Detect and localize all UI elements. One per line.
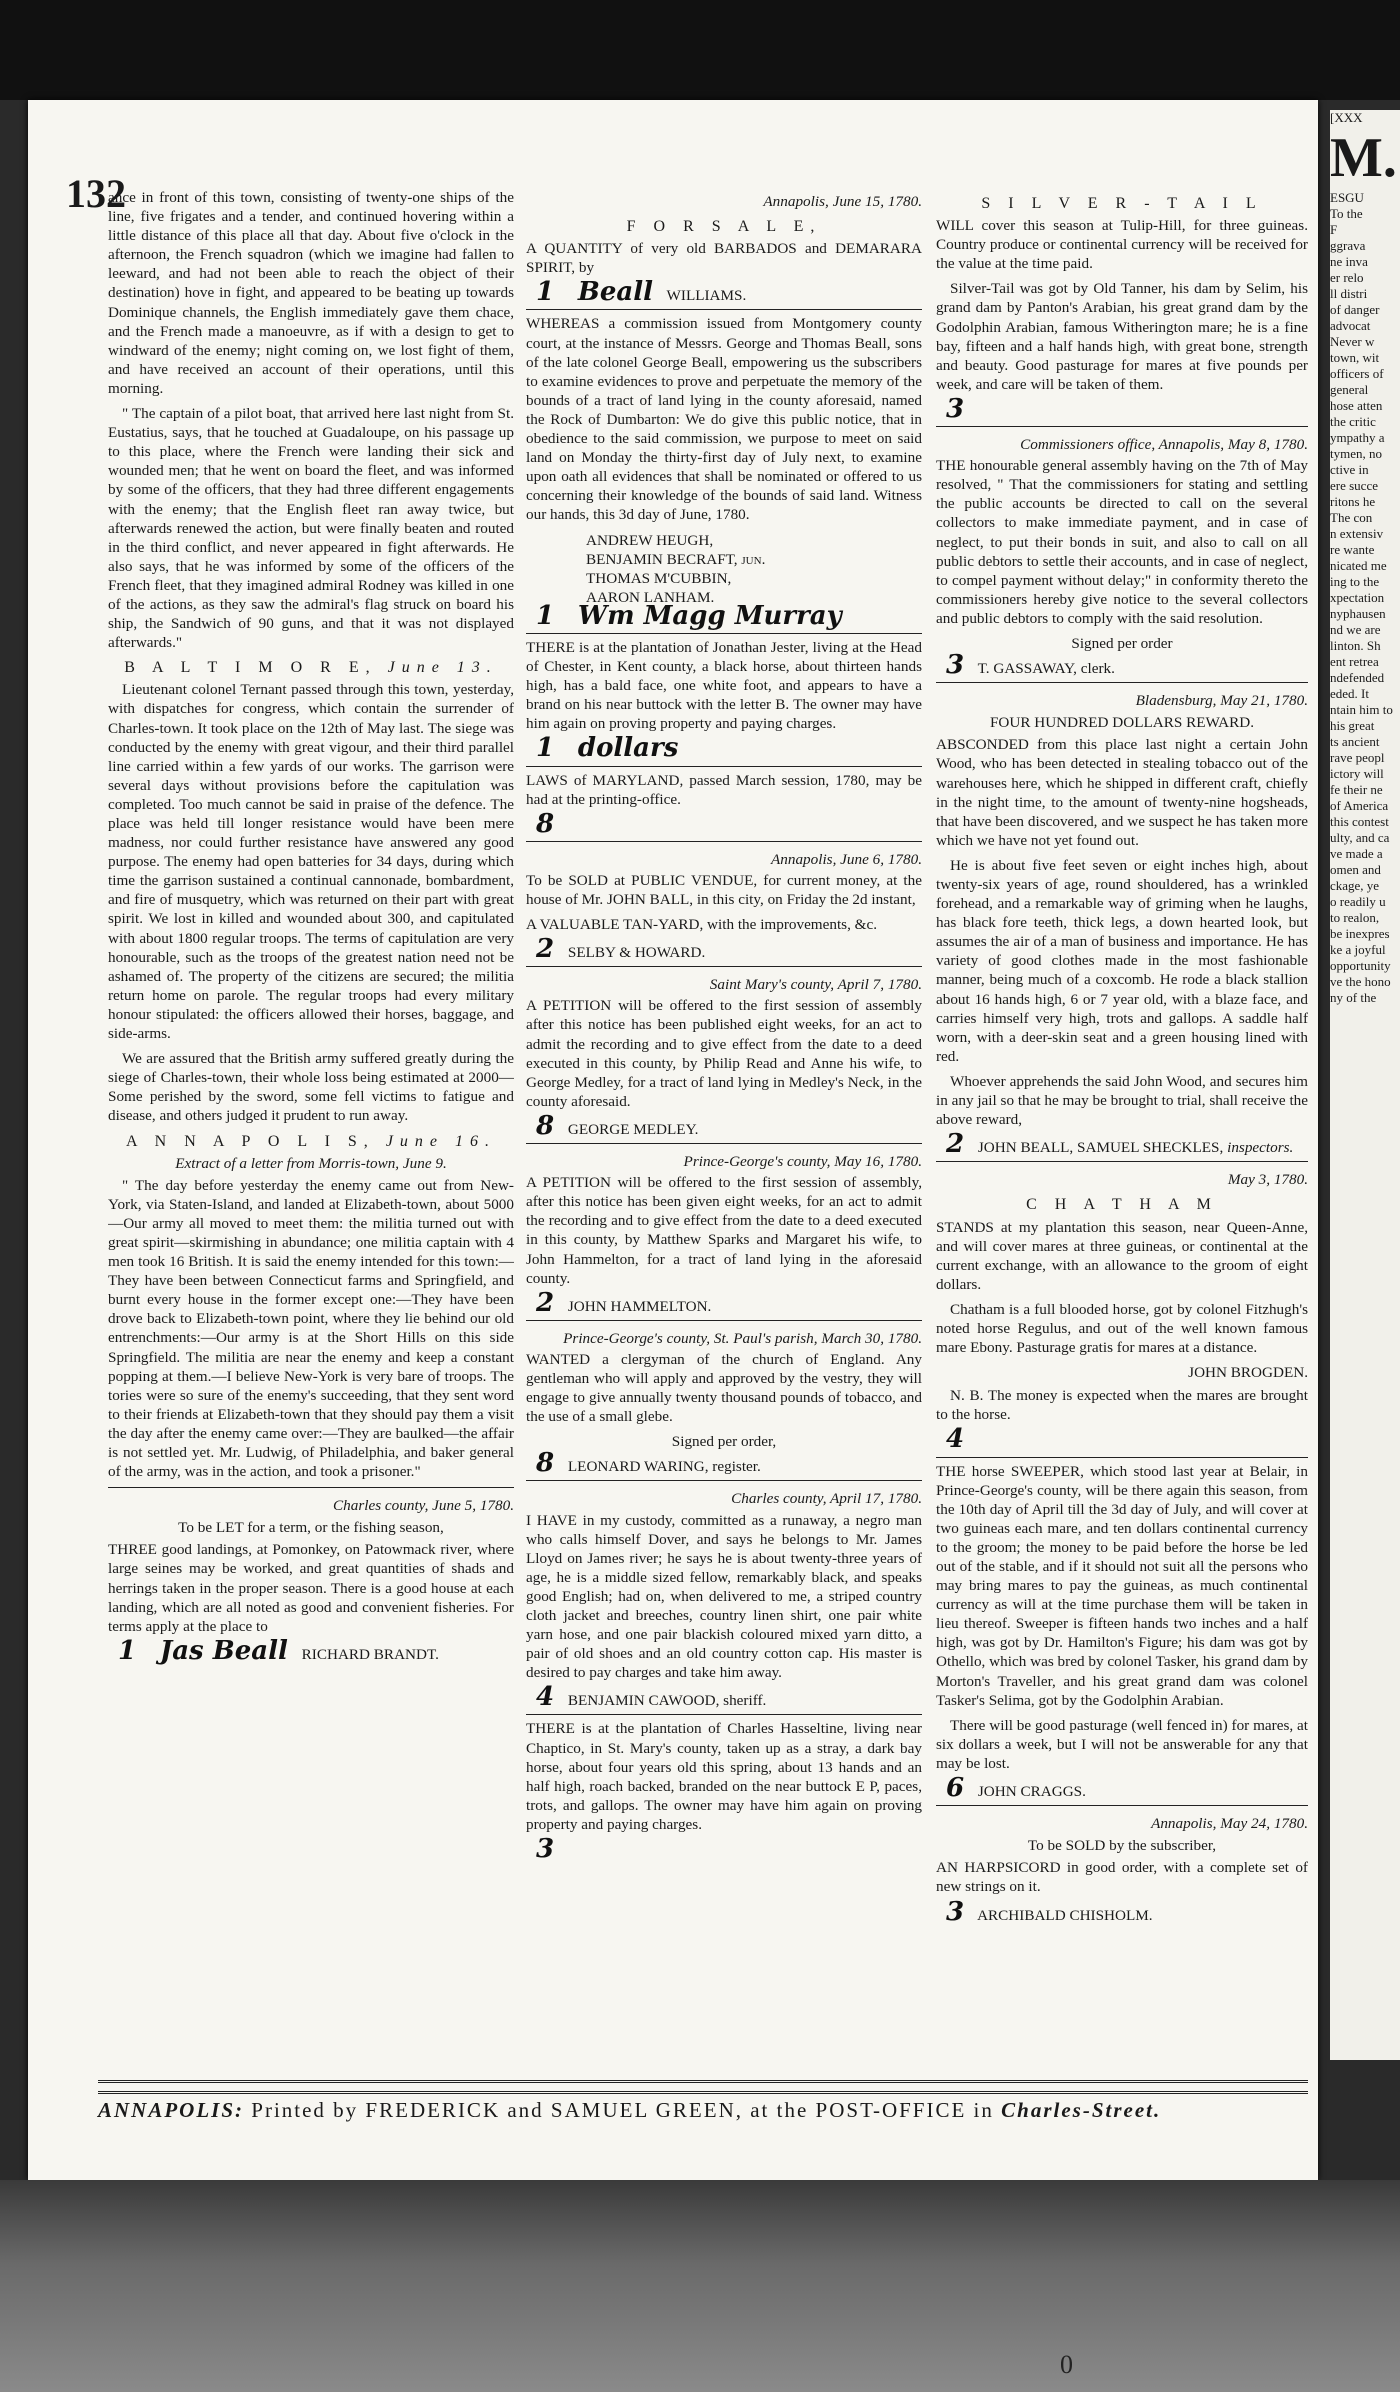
signatory: AARON LANHAM. [586, 588, 715, 606]
ad-heading: FOUR HUNDRED DOLLARS REWARD. [989, 714, 1255, 732]
ad-dateline: Prince-George's county, May 16, 1780. [683, 1153, 922, 1171]
annapolis-date: June 16. [385, 1132, 497, 1150]
adjacent-page-fragment: ve the hono [1330, 974, 1391, 989]
ad-signature: JOHN BEALL, [977, 1139, 1074, 1157]
news-paragraph: Lieutenant colonel Ternant passed through this town, yesterday, with dispatches for congress, which contain the surrender of Charles-town. It took place on the 12th of May last. The siege was conducted by the enemy with great vigour, and their third parallel line carried within a few yards of our works. The garrison were several days without provisions before the capitulation was completed. Too much cannot be said in praise of the defence. The place was held till longer resistance would have been mere madness, nor could further resistance have answered any good purpose. The enemy had open batteries for 34 days, during which time the garrison sustained a continual cannonade, bombardment, and fire of musquetry, which was returned on their part with great spirit. We lost in killed and wounded about 300, and capitulated with about 1800 regular troops. The terms of capitulation are very honourable, such as the troops of the greatest nation need not be ashamed of. The property of the citizens are secured; the militia return home on parole. The regular troops had every military honour stipulated: the officers allowed their horses, baggage, and side-arms. [108, 681, 514, 1043]
adjacent-page-fragment: ny of the [1330, 990, 1377, 1005]
ad-signature-line [526, 277, 922, 308]
adjacent-page-fragment: ent retrea [1330, 654, 1379, 669]
bottom-glyph: 0 [1060, 2350, 1073, 2379]
ad-signature: RICHARD BRANDT. [301, 1645, 439, 1663]
handwritten-mark: 1 [118, 1635, 137, 1666]
imprint-place: ANNAPOLIS: [98, 2098, 245, 2122]
ad-body: He is about five feet seven or eight inches high, about twenty-six years of age, round shouldered, has a wrinkled forehead, and a remarkable way of griming when he laughs, has black fore teeth, thick legs, a down hearted look, but assumes the air of a man of business and importance. He has variety of good clothes made in the most fashionable manner, being much of a coxcomb. He rode a black stallion about 16 hands high, 6 or 7 year old, with a blaze face, and carries himself very high, trots and gallops. A saddle half worn, with a deer-skin seat and a green housing lined with red. [936, 856, 1308, 1065]
adjacent-page-fragment: officers of [1330, 366, 1384, 381]
ad-stray-horse-hasseltine [526, 1714, 922, 1865]
ad-dateline: Charles county, June 5, 1780. [333, 1497, 514, 1515]
ad-signature-line [936, 1773, 1308, 1804]
handwritten-mark: 3 [946, 1896, 965, 1927]
adjacent-page-fragment: nd we are [1330, 622, 1381, 637]
adjacent-page-fragment: ggrava [1330, 238, 1366, 253]
ad-harpsicord [936, 1805, 1308, 1927]
ad-body: WANTED a clergyman of the church of England. Any gentleman who will apply and approved by the vestry, they will engage to give annually twenty thousand pounds of tobacco, and the use of a small glebe. [526, 1350, 922, 1426]
adjacent-page-fragment: re wante [1330, 542, 1375, 557]
ad-body: THE horse SWEEPER, which stood last year at Belair, in Prince-George's county, will be there again this season, from the 10th day of April till the 3d day of July, and will cover at two guineas each mare, and ten dollars continental currency to the groom; the money to be paid before the horse be led out of the stable, and if it should not suit all the persons who may bring mares to pay the guineas, as much continental currency as will at the time purchase them will be taken in lieu thereof. Sweeper is fifteen hands two inches and a half high, was got by Dr. Hamilton's Figure; his dam was got by Othello, which was bred by colonel Tasker, his grand dam by Morton's Traveller, and his great grand dam was colonel Tasker's Selima, got by the Godolphin Arabian. [936, 1462, 1308, 1709]
adjacent-page-fragment: ctive in [1330, 462, 1369, 477]
ad-body: A PETITION will be offered to the first session of assembly after this notice has been published eight weeks, for an act to admit the recording and to give effect from the date to a deed executed in this county, by Philip Read and Anne his wife, to George Medley, for a tract of land lying in Medley's Neck, in the county aforesaid. [526, 997, 922, 1110]
ad-clergyman [526, 1320, 922, 1477]
imprint-line [98, 2098, 1308, 2123]
adjacent-page-fragment: his great [1330, 718, 1375, 733]
ad-heading: S I L V E R - T A I L [981, 195, 1263, 212]
ad-heading: C H A T H A M [1026, 1196, 1218, 1214]
ad-signature: ARCHIBALD CHISHOLM. [977, 1906, 1153, 1924]
ad-body: WILL cover this season at Tulip-Hill, for three guineas. Country produce or continental currency will be received for the value at the time paid. [936, 217, 1308, 273]
ad-order-line: Signed per order, [671, 1433, 777, 1451]
ad-signature-line [936, 1896, 1308, 1927]
adjacent-page-fragment: this contest [1330, 814, 1389, 829]
ad-signature-line [108, 1635, 514, 1666]
imprint-street: Charles-Street. [1001, 2098, 1162, 2122]
ad-signature-line [526, 1110, 922, 1141]
ad-body: Silver-Tail was got by Old Tanner, his dam by Selim, his grand dam by Panton's Arabian, his great grand dam by the Godolphin Arabian, famous Witherington mare; he is a fine bay, fifteen and a half hands high, with great bone, strength and beauty. Good pasturage for mares at five pounds per week, and care will be taken of them. [936, 280, 1308, 393]
adjacent-page-fragment: advocat [1330, 318, 1371, 333]
handwritten-mark: 4 [536, 1682, 555, 1713]
ad-body: ABSCONDED from this place last night a certain John Wood, who has been detected in stealing tobacco out of the warehouses here, which he shipped in different craft, chiefly in the night time, to the amount of twenty-nine hogsheads, that have been discovered, and we suspect he has taken more which we have not yet found out. [936, 736, 1308, 849]
news-paragraph: " The captain of a pilot boat, that arrived here last night from St. Eustatius, says, that he touched at Guadaloupe, on his passage up to this place, where the French were landing their sick and wounded men; that he went on board the fleet, and was informed by some of the officers, that they had three different engagements with the enemy; that the English fleet ran away twice, but afterwards renewed the action, but were finally beaten and routed in the third conflict, and never appeared in fight afterwards. He also says, that he was informed by some of the officers of the French fleet, that they imagined admiral Rodney was killed in one of the actions, as they saw the admiral's flag struck on board his ship, the Sandwich of 90 guns, and that it was not displayed afterwards." [108, 405, 514, 652]
newspaper-page [28, 100, 1318, 2180]
adjacent-page-fragment: ts ancient [1330, 734, 1380, 749]
ad-signature-line [526, 1682, 922, 1713]
ad-body: THERE is at the plantation of Charles Hasseltine, living near Chaptico, in St. Mary's county, taken up as a stray, a dark bay horse, about four years old this spring, about 13 hands and an half high, roach backed, branded on the near buttock E P, paces, trots, and gallops. The owner may have him again on proving property and paying charges. [526, 1720, 922, 1833]
adjacent-page-fragment: xpectation [1330, 590, 1385, 605]
ad-body: THERE is at the plantation of Jonathan Jester, living at the Head of Chester, in Kent county, a black horse, about thirteen hands high, has a bald face, one white foot, and appears to have a brand on his near buttock with the letter B. The owner may have him again on proving property and paying charges. [526, 638, 922, 733]
handwritten-mark: 2 [536, 934, 555, 965]
ad-reward [936, 682, 1308, 1160]
adjacent-page-fragment: ulty, and ca [1330, 830, 1390, 845]
adjacent-page-fragment: To the [1330, 206, 1363, 221]
handwritten-note: dollars [577, 733, 679, 764]
signatory: THOMAS M'CUBBIN, [586, 569, 732, 587]
adjacent-page-fragment: [XXX [1330, 110, 1363, 125]
scan-border-top [0, 0, 1400, 100]
footer-rule [98, 2080, 1308, 2094]
ad-commission [526, 309, 922, 629]
news-paragraph: " The day before yesterday the enemy came out from New-York, via Staten-Island, and landed at Elizabeth-town, about 5000—Our army all moved to meet them: the militia turned out with great spirit—skirmishing in abundance; one militia captain with 4 men took 16 British. It is said the enemy intended for this town:—They have been between Connecticut farms and Springfield, and burnt every house in the former except one:—They have been drove back to Elizabeth-town point, where they lie behind our old entrenchments:—Our army is at the Short Hills on this side Springfield. The militia are near the enemy and keep a constant popping at them.—I believe New-York is very bare of troops. The tories were so sure of the enemy's succeeding, that they sent word to their friends at Elizabeth-town that they should pay them a visit the day after the enemy came over:—They are baulked—the affair is not settled yet. Mr. Ludwig, of Philadelphia, and baker general of the army, was in the action, and took a prisoner." [108, 1176, 514, 1481]
ad-signature: SAMUEL SHECKLES, [1077, 1139, 1224, 1157]
ad-fisheries [108, 1487, 514, 1664]
signatory-list [526, 531, 922, 607]
ad-signature: BENJAMIN CAWOOD, sheriff. [567, 1692, 767, 1710]
handwritten-mark: 8 [536, 1110, 555, 1141]
adjacent-page-fragment: hose atten [1330, 398, 1383, 413]
ad-laws [526, 766, 922, 837]
adjacent-page-fragment: eded. It [1330, 686, 1369, 701]
ad-signature: WILLIAMS. [666, 287, 747, 305]
adjacent-page-fragment: omen and [1330, 862, 1381, 877]
handwritten-mark: 4 [946, 1424, 965, 1455]
adjacent-page-fragment: ke a joyful [1330, 942, 1386, 957]
ad-intro: To be SOLD by the subscriber, [1027, 1837, 1217, 1855]
extract-line: Extract of a letter from Morris-town, June 9. [175, 1154, 447, 1172]
ad-body: A PETITION will be offered to the first session of assembly, after this notice has been given eight weeks, for an act to admit the recording and to give effect from the date to a deed executed in this county, by Matthew Sparks and Margaret his wife, to John Hammelton, for a tract of land lying in the aforesaid county. [526, 1174, 922, 1287]
column-3 [936, 188, 1308, 2068]
handwritten-mark: 6 [946, 1773, 965, 1804]
ad-intro: To be SOLD at PUBLIC VENDUE, for current money, at the house of Mr. JOHN BALL, in this city, on Friday the 2d instant, [526, 871, 922, 908]
adjacent-page-fragment: nyphausen [1330, 606, 1386, 621]
handwritten-mark: 8 [536, 1448, 555, 1479]
handwritten-note: Wm Magg Murray [577, 600, 842, 631]
adjacent-page-fragment: general [1330, 382, 1369, 397]
ad-chatham [936, 1161, 1308, 1455]
ad-body: Whoever apprehends the said John Wood, and secures him in any jail so that he may be brought to trial, shall receive the above reward, [936, 1072, 1308, 1129]
adjacent-page-fragment: M. [1330, 127, 1397, 189]
handwritten-mark: 3 [946, 393, 965, 424]
handwritten-mark: 2 [946, 1129, 965, 1160]
adjacent-page-fragment: o readily u [1330, 894, 1386, 909]
baltimore-heading [108, 658, 514, 677]
handwritten-mark: 8 [536, 808, 555, 839]
handwritten-mark: 3 [536, 1834, 555, 1865]
ad-sweeper [936, 1457, 1308, 1802]
adjacent-page-fragment: ll distri [1330, 286, 1368, 301]
imprint-text: Printed by FREDERICK and SAMUEL GREEN, at the POST-OFFICE in [251, 2098, 994, 2122]
adjacent-page-fragment: town, wit [1330, 350, 1380, 365]
adjacent-page-fragment: ritons he [1330, 494, 1376, 509]
baltimore-date: June 13. [387, 659, 498, 677]
adjacent-page-fragment: tymen, no [1330, 446, 1382, 461]
ad-petition-medley [526, 966, 922, 1139]
column-1 [108, 188, 514, 2068]
adjacent-page-fragment: ne inva [1330, 254, 1368, 269]
adjacent-page-fragment: F [1330, 222, 1338, 237]
ad-signature-line [936, 650, 1308, 681]
ad-body: THE honourable general assembly having on the 7th of May resolved, " That the commissioners for stating and settling the public accounts be directed to call on the several collectors to make immediate payment, and in case of neglect, to put their bonds in suit, and also to call on all public debtors to settle their accounts, and in case of neglect, to compel payment without delay;" in conformity thereto the commissioners hereby give notice to the several collectors and public debtors to comply with the said resolution. [936, 457, 1308, 627]
handwritten-mark: 1 [536, 277, 555, 308]
adjacent-page-fragment: er relo [1330, 270, 1364, 285]
ad-signature: JOHN BROGDEN. [1188, 1364, 1308, 1382]
handwritten-line [526, 600, 922, 631]
annapolis-title: A N N A P O L I S, [125, 1132, 375, 1150]
adjacent-page-fragment: ckage, ye [1330, 878, 1380, 893]
adjacent-page-fragment: nicated me [1330, 558, 1387, 573]
ad-signature: SELBY & HOWARD. [567, 944, 706, 962]
ad-signature: LEONARD WARING, register. [567, 1458, 761, 1476]
ad-tan-yard [526, 841, 922, 965]
ad-dateline: May 3, 1780. [1227, 1171, 1308, 1189]
ad-signature-line [526, 934, 922, 965]
adjacent-page-fragment: linton. Sh [1330, 638, 1381, 653]
handwritten-mark: 2 [536, 1287, 555, 1318]
ad-body: WHEREAS a commission issued from Montgomery county court, at the instance of Messrs. George and Thomas Beall, sons of the late colonel George Beall, empowering us the subscribers to examine evidences to prove and perpetuate the memory of the bounds of a tract of land lying in the county aforesaid, named the Rock of Dumbarton: We do give this public notice, that in obedience to the said commission, we purpose to meet on said land on Monday the thirty-first day of July next, to examine upon oath all evidences that shall be nominated or offered to us concerning their knowledge of the bounds of said land. Witness our hands, this 3d day of June, 1780. [526, 315, 922, 524]
ad-signature: GEORGE MEDLEY. [567, 1120, 699, 1138]
ad-dateline: Saint Mary's county, April 7, 1780. [709, 976, 922, 994]
ad-runaway [526, 1480, 922, 1713]
adjacent-page-fragment: of danger [1330, 302, 1380, 317]
ad-intro: To be LET for a term, or the fishing season, [178, 1519, 444, 1537]
adjacent-page-fragment: to realon, [1330, 910, 1380, 925]
adjacent-page-fragment: ympathy a [1330, 430, 1385, 445]
ad-dateline: Annapolis, May 24, 1780. [1151, 1815, 1308, 1833]
adjacent-page-fragment: of America [1330, 798, 1389, 813]
ad-body: AN HARPSICORD in good order, with a complete set of new strings on it. [936, 1859, 1308, 1896]
adjacent-page-fragment: fe their ne [1330, 782, 1383, 797]
ad-signature-line [526, 1448, 922, 1479]
ad-order-line: Signed per order [1071, 634, 1173, 652]
ad-dateline: Prince-George's county, St. Paul's parish, March 30, 1780. [563, 1329, 922, 1347]
ad-body: N. B. The money is expected when the mares are brought to the horse. [936, 1387, 1308, 1424]
adjacent-page-fragment: opportunity [1330, 958, 1391, 973]
column-2 [526, 188, 922, 2068]
ad-signature: JOHN CRAGGS. [977, 1783, 1086, 1801]
ad-signature-line [526, 1287, 922, 1318]
page-number: 132 [66, 171, 126, 216]
ad-signature: T. GASSAWAY, clerk. [977, 660, 1115, 678]
ad-commissioners [936, 426, 1308, 681]
ad-heading: F O R S A L E, [626, 218, 822, 236]
ad-body: Chatham is a full blooded horse, got by colonel Fitzhugh's noted horse Regulus, and out of the well known famous mare Ebony. Pasturage gratis for mares at a distance. [936, 1300, 1308, 1357]
adjacent-page-fragment: n extensiv [1330, 526, 1384, 541]
adjacent-page-fragment: Never w [1330, 334, 1375, 349]
adjacent-page-fragment: ESGU [1330, 190, 1364, 205]
adjacent-page-fragment: be inexpres [1330, 926, 1390, 941]
handwritten-note: Beall [577, 277, 654, 308]
ad-body: A VALUABLE TAN-YARD, with the improvements, &c. [526, 916, 878, 934]
ad-body: I HAVE in my custody, committed as a runaway, a negro man who calls himself Dover, and says he belongs to Mr. James Lloyd on James river; he says he is about twenty-three years of age, he is a middle sized fellow, remarkably black, and speaks good English; had on, when delivered to me, a striped country cloth jacket and breeches, country linen shirt, one pair white yarn hose, and one pair blackish coloured mixed yarn ditto, a pair of old shoes and an old country cotton cap. His master is desired to pay charges and take him away. [526, 1511, 922, 1682]
adjacent-page-fragment: rave peopl [1330, 750, 1385, 765]
signatory: BENJAMIN BECRAFT, jun. [586, 550, 766, 568]
adjacent-page-fragment: ve made a [1330, 846, 1383, 861]
signatory: ANDREW HEUGH, [586, 531, 714, 549]
ad-petition-hammelton [526, 1143, 922, 1316]
handwritten-mark: 3 [946, 650, 965, 681]
ad-body: THREE good landings, at Pomonkey, on Patowmack river, where large seines may be worked, and great quantities of shads and herrings taken in the proper season. There is a good house at each landing, which are all noted as good and convenient fisheries. For terms apply at the place to [108, 1541, 514, 1635]
adjacent-page-fragment: the critic [1330, 414, 1376, 429]
ad-dateline: Bladensburg, May 21, 1780. [1135, 692, 1308, 710]
handwritten-mark: 1 [536, 733, 555, 764]
ad-dateline: Charles county, April 17, 1780. [731, 1490, 922, 1508]
handwritten-note: Jas Beall [159, 1635, 288, 1666]
news-paragraph: ance in front of this town, consisting of twenty-one ships of the line, five frigates and a tender, and continued hovering within a little distance of this place all that day. About five o'clock in the afternoon, the French squadron (which we imagine had fallen to leeward, and had not been able to reach the object of their destination) hove in fight, and appeared to be beating up towards Dominique channels, the English immediately gave them chace, and the French made a manoeuvre, as if with a design to get to windward of the enemy; night coming on, we lost fight of them, and have received an account of their operations, until this morning. [108, 189, 514, 397]
ad-body: A QUANTITY of very old BARBADOS and DEMARARA SPIRIT, by [526, 240, 922, 277]
ad-signature-role: inspectors. [1227, 1139, 1294, 1157]
ad-dateline: Annapolis, June 6, 1780. [770, 850, 922, 868]
ad-dateline: Annapolis, June 15, 1780. [763, 193, 922, 210]
ad-body: There will be good pasturage (well fenced in) for mares, at six dollars a week, but I will not be answerable for any that may be lost. [936, 1716, 1308, 1772]
handwritten-line [526, 733, 922, 764]
ad-dateline: Commissioners office, Annapolis, May 8, 1780. [1020, 436, 1308, 454]
adjacent-page-fragment: ntain him to [1330, 702, 1393, 717]
ad-stray-horse-jester [526, 633, 922, 762]
ad-body: STANDS at my plantation this season, near Queen-Anne, and will cover mares at three guineas, or continental at the current exchange, with an allowance to the groom of eight dollars. [936, 1218, 1308, 1293]
ad-body: LAWS of MARYLAND, passed March session, 1780, may be had at the printing-office. [526, 771, 922, 808]
scan-border-bottom [0, 2180, 1400, 2392]
adjacent-page-fragment: The con [1330, 510, 1373, 525]
baltimore-title: B A L T I M O R E, [124, 659, 377, 677]
ad-signature: JOHN HAMMELTON. [567, 1297, 712, 1315]
adjacent-page-edge [1330, 110, 1400, 2060]
ad-signature-line [936, 1129, 1308, 1160]
adjacent-page-fragment: ing to the [1330, 574, 1380, 589]
annapolis-heading [108, 1132, 514, 1151]
adjacent-page-fragment: ictory will [1330, 766, 1384, 781]
news-paragraph: We are assured that the British army suffered greatly during the siege of Charles-town, their whole loss being estimated at 2000—Some perished by the sword, some fell victims to fatigue and disease, and others judged it prudent to run away. [108, 1050, 514, 1125]
handwritten-mark: 1 [536, 600, 555, 631]
adjacent-page-fragment: ere succe [1330, 478, 1378, 493]
adjacent-page-fragment: ndefended [1330, 670, 1385, 685]
